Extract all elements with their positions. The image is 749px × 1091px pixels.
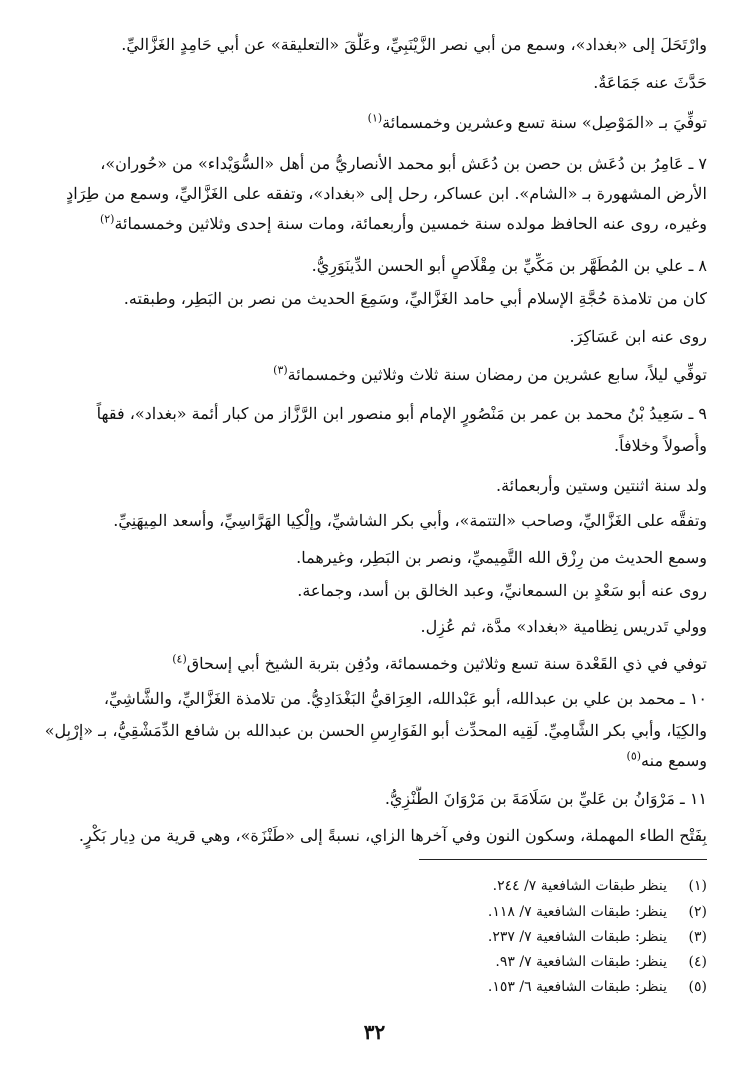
footnote-number: (٤) bbox=[688, 954, 707, 970]
footnote-ref: (٤) bbox=[172, 652, 187, 666]
text-line: وارْتَحَلَ إلى «بغداد»، وسمع من أبي نصر الزَّيْنَبِيِّ، وعَلَّقَ «التعليقة» عن أبي حَامِدٍ الغَزَّاليِّ. bbox=[121, 35, 707, 54]
page-number: ٣٢ bbox=[363, 1020, 386, 1044]
footnote-number: (١) bbox=[688, 878, 707, 894]
footnote-text: ينظر: طبقات الشافعية ٦/ ١٥٣. bbox=[487, 979, 667, 995]
line-text: توفِّي ليلاً، سابع عشرين من رمضان سنة ثلاث وثلاثين وخمسمائة bbox=[287, 365, 707, 384]
text-line: ١١ ـ مَرْوَانُ بن عَليِّ بن سَلَامَةَ بن مَرْوَانَ الطَّنْزِيُّ. bbox=[384, 789, 707, 808]
footnote-divider bbox=[419, 859, 707, 860]
footnote bbox=[200, 952, 707, 972]
text-line: روى عنه ابن عَسَاكِرَ. bbox=[569, 327, 707, 346]
line-text: وغيره، روى عنه الحافظ مولده سنة خمسين وأربعمائة، ومات سنة إحدى وثلاثين وخمسمائة bbox=[114, 214, 707, 233]
text-line bbox=[36, 110, 707, 136]
text-line bbox=[36, 362, 707, 388]
text-line: الأرض المشهورة بـ «الشام». ابن عساكر، رحل إلى «بغداد»، وتفقه على الغَزَّاليِّ، وسمع من طِرَادٍ bbox=[66, 184, 707, 203]
text-line: بِفَتْح الطاء المهملة، وسكون النون وفي آخرها الزاي، نسبةً إلى «طَنْزَة»، وهي قرية من دِيار بَكْرٍ. bbox=[78, 826, 707, 845]
text-line: روى عنه أبو سَعْدٍ بن السمعانيِّ، وعبد الخالق بن أسد، وجماعة. bbox=[297, 581, 707, 600]
text-line: ١٠ ـ محمد بن علي بن عبدالله، أبو عَبْدالله، العِرَاقيُّ البَغْدَادِيُّ. من تلامذة الغَزَّاليِّ، والشَّاشِيِّ، bbox=[103, 689, 707, 708]
text-line: والكِيَا، وأبي بكر الشَّامِيِّ. لَقِيه المحدِّث أبو الفَوَارِسِ الحسن بن عبدالله بن شافع الدِّمَشْقِيُّ، بـ «إرْبِل» bbox=[44, 721, 707, 740]
text-line bbox=[36, 651, 707, 677]
footnote-text: ينظر: طبقات الشافعية ٧/ ٢٣٧. bbox=[487, 929, 667, 945]
text-line bbox=[36, 748, 707, 774]
footnote-text: ينظر: طبقات الشافعية ٧/ ٩٣. bbox=[495, 954, 667, 970]
footnote-text: ينظر طبقات الشافعية ٧/ ٢٤٤. bbox=[492, 878, 667, 894]
text-line: وسمع الحديث من رِزْق الله التَّمِيميِّ، ونصر بن البَطِر، وغيرهما. bbox=[296, 548, 707, 567]
text-line: ٧ ـ عَامِرُ بن دُعَش بن حصن بن دُعَش أبو محمد الأنصاريُّ من أهل «السُّوَيْداء» من «حُوران»، bbox=[100, 154, 707, 173]
line-text: توفِّيَ بـ «المَوْصِل» سنة تسع وعشرين وخمسمائة bbox=[382, 113, 707, 132]
footnote-number: (٣) bbox=[688, 929, 707, 945]
text-line: ولد سنة اثنتين وستين وأربعمائة. bbox=[496, 476, 707, 495]
footnote-ref: (١) bbox=[367, 111, 383, 125]
footnote-text: ينظر: طبقات الشافعية ٧/ ١١٨. bbox=[487, 904, 667, 920]
footnote-number: (٥) bbox=[688, 979, 707, 995]
text-line: ٨ ـ علي بن المُطَهَّر بن مَكِّيِّ بن مِقْلَاصٍ أبو الحسن الدِّينَوَرِيُّ. bbox=[311, 256, 707, 275]
footnote-ref: (٢) bbox=[99, 212, 115, 226]
footnote bbox=[200, 876, 707, 896]
footnote bbox=[200, 927, 707, 947]
text-line: وأُصولاً وخلافاً. bbox=[613, 436, 707, 455]
footnote bbox=[200, 902, 707, 922]
text-line: وولي تَدريس نِظامية «بغداد» مدَّة، ثم عُزِل. bbox=[420, 617, 707, 636]
text-line: ٩ ـ سَعِيدُ بْنُ محمد بن عمر بن مَنْصُورٍ الإمام أبو منصور ابن الرَّزَّاز من كبار أئمة «بغداد»، فقهاً bbox=[96, 404, 707, 423]
footnote bbox=[200, 977, 707, 997]
text-line: وتفقَّه على الغَزَّاليِّ، وصاحب «التتمة»، وأبي بكر الشاشيِّ، وإلْكِيا الهَرَّاسِيِّ، وأسعد المِيهَنِيِّ. bbox=[113, 511, 707, 530]
footnote-number: (٢) bbox=[688, 904, 707, 920]
text-line: حَدَّثَ عنه جَمَاعَةٌ. bbox=[593, 73, 707, 92]
text-line bbox=[36, 211, 707, 237]
text-line: كان من تلامذة حُجَّةِ الإسلام أبي حامد الغَزَّاليِّ، وسَمِعَ الحديث من نصر بن البَطِر، وطبقته. bbox=[123, 289, 707, 308]
line-text: وسمع منه bbox=[641, 751, 707, 770]
footnote-ref: (٥) bbox=[626, 749, 642, 763]
footnote-ref: (٣) bbox=[273, 363, 288, 377]
line-text: توفي في ذي القَعْدة سنة تسع وثلاثين وخمسمائة، ودُفِن بتربة الشيخ أبي إسحاق bbox=[186, 654, 707, 673]
